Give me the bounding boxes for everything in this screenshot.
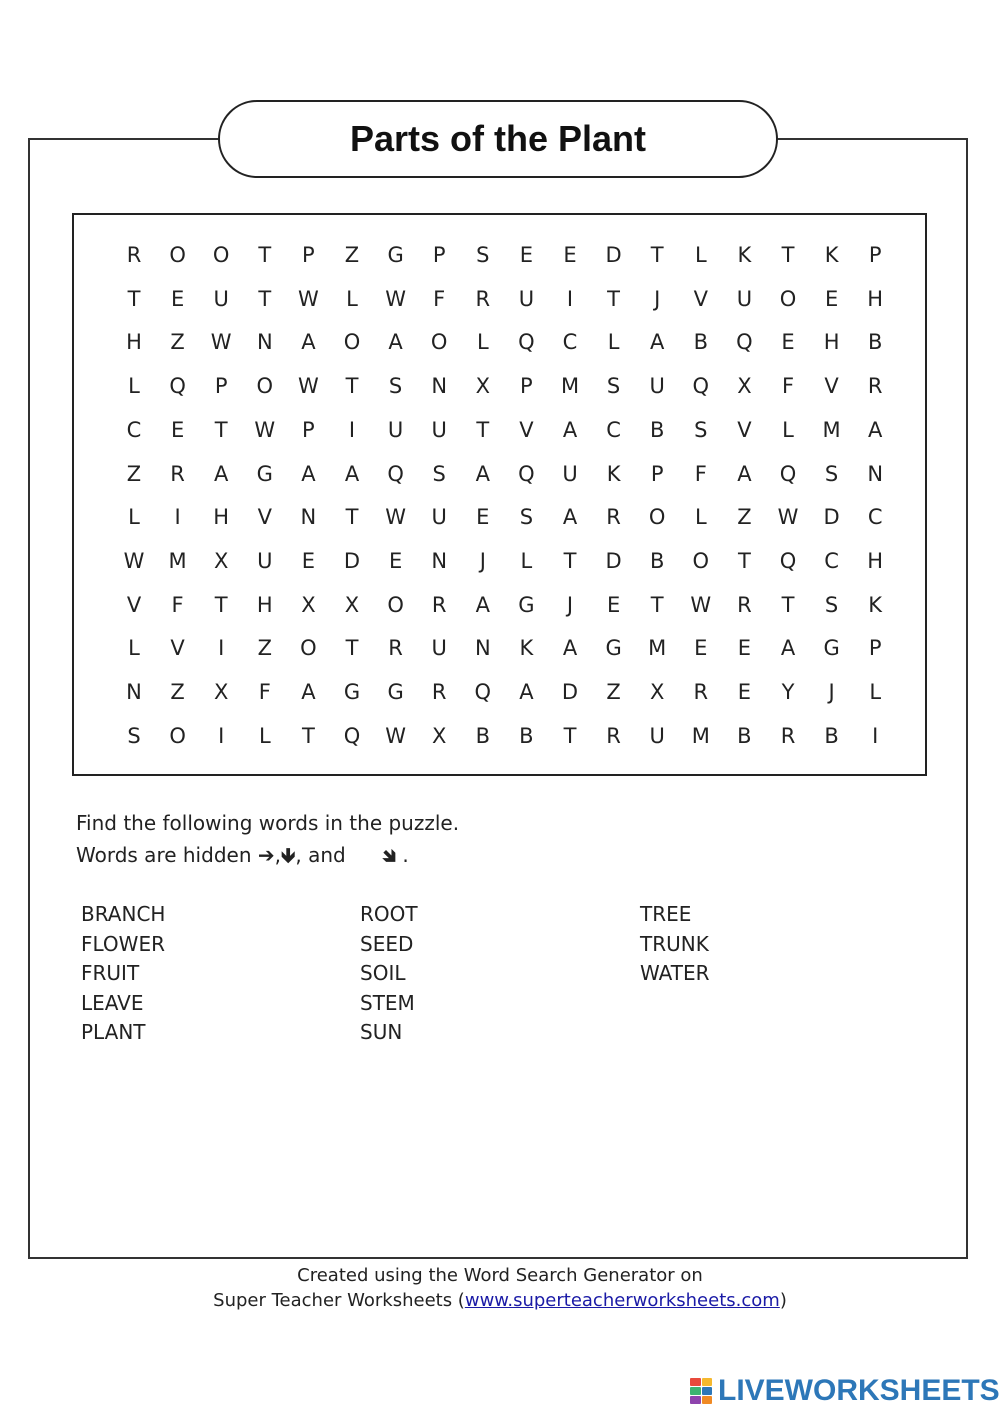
title-banner	[218, 100, 778, 178]
grid-letter[interactable]: S	[432, 461, 446, 486]
grid-letter[interactable]: S	[606, 374, 621, 399]
grid-letter[interactable]: W	[690, 592, 712, 617]
grid-letter[interactable]: U	[387, 417, 404, 442]
grid-letter[interactable]: R	[693, 680, 709, 704]
word-list-item: TREE	[640, 902, 692, 926]
logo-block	[702, 1387, 713, 1395]
grid-letter[interactable]: V	[126, 592, 142, 617]
grid-letter[interactable]: U	[649, 723, 665, 748]
grid-letter[interactable]: A	[301, 680, 316, 704]
grid-letter[interactable]: N	[300, 505, 317, 530]
grid-letter[interactable]: K	[868, 592, 883, 617]
grid-letter[interactable]: O	[692, 548, 710, 573]
grid-letter[interactable]: B	[649, 548, 665, 573]
grid-letter[interactable]: X	[344, 592, 360, 617]
arrow-right-icon: ➔	[257, 843, 275, 867]
grid-letter[interactable]: L	[607, 330, 620, 355]
grid-letter[interactable]: M	[168, 548, 187, 573]
grid-letter[interactable]: H	[256, 592, 273, 617]
grid-letter[interactable]: T	[301, 723, 315, 748]
grid-letter[interactable]: E	[388, 548, 403, 573]
grid-letter[interactable]: U	[431, 505, 447, 530]
grid-letter[interactable]: T	[737, 548, 751, 573]
grid-letter[interactable]: B	[519, 723, 534, 748]
word-list-item: SEED	[360, 931, 414, 956]
grid-letter[interactable]: Q	[779, 461, 797, 486]
grid-letter[interactable]: T	[563, 548, 577, 573]
grid-letter[interactable]: L	[258, 723, 271, 748]
grid-letter[interactable]: S	[388, 374, 403, 399]
grid-letter[interactable]: O	[169, 243, 186, 267]
grid-letter[interactable]: S	[476, 243, 490, 267]
word-list-item: BRANCH	[81, 902, 166, 926]
footer-link[interactable]: www.superteacherworksheets.com	[464, 1290, 780, 1311]
grid-letter[interactable]: W	[210, 330, 232, 355]
logo-block	[702, 1396, 713, 1404]
grid-letter[interactable]: A	[868, 417, 883, 442]
instructions-sep1: ,	[274, 843, 281, 867]
grid-letter[interactable]: P	[868, 636, 882, 661]
grid-letter[interactable]: B	[824, 723, 839, 748]
grid-letter[interactable]: U	[257, 548, 273, 573]
instructions-end: .	[402, 843, 409, 867]
grid-letter[interactable]: U	[649, 374, 665, 399]
grid-letter[interactable]: W	[123, 548, 145, 573]
grid-letter[interactable]: J	[566, 592, 574, 617]
grid-letter[interactable]: M	[648, 636, 667, 661]
word-list-item: LEAVE	[81, 990, 144, 1015]
arrow-diagonal-icon: 🡾	[382, 843, 396, 867]
grid-letter[interactable]: R	[606, 723, 621, 748]
grid-letter[interactable]: E	[563, 243, 577, 267]
word-list-item: SOIL	[360, 961, 406, 985]
grid-letter[interactable]: C	[606, 417, 621, 442]
grid-letter[interactable]: W	[298, 374, 319, 399]
grid-letter[interactable]: Z	[126, 461, 142, 486]
grid-letter[interactable]: R	[737, 592, 752, 617]
grid-letter[interactable]: E	[170, 286, 185, 311]
liveworksheets-icon	[690, 1378, 712, 1404]
grid-letter[interactable]: A	[650, 330, 665, 355]
grid-letter[interactable]: P	[302, 243, 315, 267]
grid-letter[interactable]: X	[213, 680, 229, 704]
grid-row	[74, 585, 925, 625]
grid-letter[interactable]: R	[475, 286, 491, 311]
grid-letter[interactable]: L	[128, 636, 140, 661]
grid-letter[interactable]: X	[475, 374, 490, 399]
grid-letter[interactable]: E	[519, 243, 534, 267]
grid-letter[interactable]: B	[649, 417, 665, 442]
arrow-down-icon: 🡻	[280, 843, 296, 867]
grid-row	[74, 541, 925, 581]
grid-letter[interactable]: X	[213, 548, 229, 573]
footer-prefix: Super Teacher Worksheets (	[213, 1290, 465, 1311]
grid-letter[interactable]: O	[387, 592, 404, 617]
grid-letter[interactable]: C	[126, 417, 142, 442]
word-list-item: WATER	[640, 961, 710, 985]
footer-credit-line2	[0, 1288, 1000, 1313]
grid-letter[interactable]: A	[344, 461, 360, 486]
grid-letter[interactable]: Q	[518, 461, 535, 486]
grid-letter[interactable]: X	[301, 592, 316, 617]
grid-letter[interactable]: E	[476, 505, 490, 530]
grid-letter[interactable]: S	[127, 723, 141, 748]
grid-letter[interactable]: L	[694, 505, 707, 530]
grid-letter[interactable]: R	[431, 592, 447, 617]
grid-letter[interactable]: E	[606, 592, 621, 617]
grid-letter[interactable]: Q	[779, 548, 797, 573]
grid-letter[interactable]: V	[693, 286, 708, 311]
grid-letter[interactable]: Q	[736, 330, 753, 355]
grid-letter[interactable]: G	[343, 680, 361, 704]
word-list-column-1	[81, 900, 165, 1048]
grid-letter[interactable]: D	[605, 243, 622, 267]
grid-letter[interactable]: T	[258, 243, 272, 267]
grid-letter[interactable]: H	[213, 505, 230, 530]
instructions-sep2: , and	[295, 843, 346, 867]
grid-letter[interactable]: L	[346, 286, 358, 311]
word-list-column-2	[360, 900, 418, 1048]
word-list-item: FRUIT	[81, 961, 140, 985]
grid-letter[interactable]: O	[300, 636, 317, 661]
grid-letter[interactable]: A	[562, 505, 578, 530]
word-list-item: STEM	[360, 990, 415, 1015]
grid-letter[interactable]: C	[867, 505, 883, 530]
word-search-grid	[72, 213, 927, 776]
grid-letter[interactable]: D	[823, 505, 840, 530]
word-list-item: FLOWER	[81, 931, 165, 956]
grid-letter[interactable]: X	[431, 723, 447, 748]
grid-letter[interactable]: Q	[692, 374, 710, 399]
grid-letter[interactable]: B	[475, 723, 490, 748]
grid-letter[interactable]: O	[343, 330, 361, 355]
grid-letter[interactable]: E	[824, 286, 839, 311]
grid-row	[74, 454, 925, 494]
grid-letter[interactable]: V	[519, 417, 534, 442]
grid-letter[interactable]: K	[519, 636, 534, 661]
word-list-item: PLANT	[81, 1020, 146, 1044]
grid-letter[interactable]: O	[169, 723, 186, 748]
grid-letter[interactable]: P	[214, 374, 228, 399]
grid-letter[interactable]: G	[387, 243, 404, 267]
grid-letter[interactable]: W	[385, 286, 406, 311]
grid-letter[interactable]: O	[648, 505, 666, 530]
grid-letter[interactable]: T	[258, 286, 272, 311]
grid-letter[interactable]: J	[828, 680, 835, 704]
grid-letter[interactable]: A	[301, 461, 316, 486]
grid-letter[interactable]: I	[218, 723, 225, 748]
grid-letter[interactable]: Z	[606, 680, 621, 704]
logo-block	[690, 1396, 701, 1404]
grid-letter[interactable]: R	[170, 461, 185, 486]
grid-letter[interactable]: M	[560, 374, 580, 399]
grid-letter[interactable]: F	[694, 461, 707, 486]
instructions-line2	[76, 841, 409, 875]
grid-letter[interactable]: L	[782, 417, 794, 442]
footer-credit-line1: Created using the Word Search Generator on	[297, 1265, 703, 1286]
grid-letter[interactable]: I	[348, 417, 356, 442]
grid-letter[interactable]: T	[476, 417, 490, 442]
grid-letter[interactable]: I	[566, 286, 574, 311]
grid-letter[interactable]: T	[607, 286, 620, 311]
word-list-item: SUN	[360, 1020, 403, 1044]
grid-letter[interactable]: E	[737, 680, 752, 704]
grid-letter[interactable]: D	[561, 680, 579, 704]
grid-letter[interactable]: T	[127, 286, 141, 311]
grid-letter[interactable]: Q	[387, 461, 404, 486]
grid-row	[74, 672, 925, 712]
page-title: Parts of the Plant	[349, 118, 647, 159]
grid-letter[interactable]: I	[218, 636, 225, 661]
word-list-column-3	[640, 900, 710, 989]
grid-letter[interactable]: P	[868, 243, 882, 267]
grid-letter[interactable]: E	[781, 330, 795, 355]
grid-letter[interactable]: N	[474, 636, 491, 661]
grid-letter[interactable]: T	[781, 243, 795, 267]
grid-letter[interactable]: P	[650, 461, 664, 486]
grid-letter[interactable]: W	[298, 286, 319, 311]
grid-letter[interactable]: L	[694, 243, 707, 267]
grid-letter[interactable]: Z	[170, 680, 185, 704]
grid-letter[interactable]: G	[823, 636, 840, 661]
grid-letter[interactable]: A	[301, 330, 316, 355]
grid-letter[interactable]: G	[256, 461, 273, 486]
grid-letter[interactable]: F	[781, 374, 795, 399]
grid-letter[interactable]: J	[654, 286, 661, 311]
grid-letter[interactable]: D	[343, 548, 361, 573]
grid-letter[interactable]: G	[387, 680, 404, 704]
grid-row	[74, 235, 925, 275]
grid-letter[interactable]: T	[650, 243, 664, 267]
grid-row	[74, 628, 925, 668]
grid-letter[interactable]: U	[562, 461, 578, 486]
grid-letter[interactable]: S	[694, 417, 708, 442]
grid-letter[interactable]: R	[606, 505, 621, 530]
instructions-prefix: Words are hidden	[76, 843, 252, 867]
grid-letter[interactable]: A	[780, 636, 796, 661]
grid-letter[interactable]: H	[126, 330, 142, 355]
grid-row	[74, 716, 925, 756]
grid-letter[interactable]: N	[867, 461, 884, 486]
grid-letter[interactable]: N	[431, 548, 448, 573]
grid-letter[interactable]: K	[824, 243, 839, 267]
grid-letter[interactable]: R	[780, 723, 796, 748]
grid-letter[interactable]: U	[213, 286, 229, 311]
grid-letter[interactable]: A	[214, 461, 229, 486]
grid-letter[interactable]: M	[822, 417, 841, 442]
grid-letter[interactable]: V	[257, 505, 272, 530]
grid-letter[interactable]: Y	[781, 680, 795, 704]
grid-letter[interactable]: S	[519, 505, 534, 530]
logo-block	[702, 1378, 713, 1386]
grid-letter[interactable]: U	[518, 286, 535, 311]
grid-letter[interactable]: F	[258, 680, 271, 704]
grid-letter[interactable]: L	[869, 680, 882, 704]
grid-letter[interactable]: Q	[169, 374, 186, 399]
grid-letter[interactable]: W	[777, 505, 799, 530]
logo-block	[690, 1387, 701, 1395]
word-list-item: TRUNK	[640, 931, 709, 956]
grid-letter[interactable]: Z	[257, 636, 272, 661]
grid-letter[interactable]: K	[737, 243, 752, 267]
grid-letter[interactable]: H	[867, 286, 884, 311]
grid-letter[interactable]: L	[520, 548, 533, 573]
grid-letter[interactable]: O	[256, 374, 274, 399]
grid-letter[interactable]: W	[385, 723, 406, 748]
grid-letter[interactable]: B	[693, 330, 708, 355]
grid-letter[interactable]: S	[824, 592, 839, 617]
instructions-line1: Find the following words in the puzzle.	[76, 811, 460, 835]
grid-letter[interactable]: I	[872, 723, 879, 748]
grid-letter[interactable]: A	[519, 680, 534, 704]
grid-letter[interactable]: H	[867, 548, 884, 573]
logo-block	[690, 1378, 701, 1386]
grid-letter[interactable]: E	[694, 636, 708, 661]
grid-letter[interactable]: W	[254, 417, 276, 442]
grid-letter[interactable]: S	[824, 461, 839, 486]
grid-letter[interactable]: A	[737, 461, 752, 486]
grid-row	[74, 279, 925, 319]
grid-letter[interactable]: E	[301, 548, 316, 573]
grid-letter[interactable]: N	[256, 330, 273, 355]
grid-letter[interactable]: D	[605, 548, 622, 573]
grid-letter[interactable]: X	[737, 374, 752, 399]
grid-letter[interactable]: A	[475, 461, 490, 486]
grid-letter[interactable]: O	[212, 243, 230, 267]
grid-letter[interactable]: T	[214, 417, 228, 442]
grid-letter[interactable]: T	[345, 505, 359, 530]
grid-letter[interactable]: T	[345, 636, 359, 661]
grid-letter[interactable]: Z	[170, 330, 185, 355]
grid-letter[interactable]: L	[128, 374, 140, 399]
grid-letter[interactable]: C	[824, 548, 839, 573]
grid-letter[interactable]: P	[302, 417, 315, 442]
grid-letter[interactable]: Q	[343, 723, 361, 748]
grid-letter[interactable]: A	[562, 417, 578, 442]
grid-letter[interactable]: T	[214, 592, 228, 617]
grid-letter[interactable]: V	[170, 636, 185, 661]
footer-suffix: )	[779, 1290, 787, 1311]
grid-letter[interactable]: P	[432, 243, 446, 267]
grid-letter[interactable]: P	[520, 374, 533, 399]
grid-letter[interactable]: X	[649, 680, 665, 704]
grid-letter[interactable]: T	[563, 723, 577, 748]
grid-letter[interactable]: U	[431, 636, 447, 661]
grid-letter[interactable]: J	[479, 548, 486, 573]
grid-letter[interactable]: B	[867, 330, 883, 355]
grid-row	[74, 322, 925, 362]
grid-letter[interactable]: N	[431, 374, 448, 399]
grid-letter[interactable]: Z	[344, 243, 360, 267]
grid-letter[interactable]: R	[431, 680, 447, 704]
grid-letter[interactable]: G	[605, 636, 622, 661]
grid-letter[interactable]: Q	[518, 330, 535, 355]
grid-letter[interactable]: G	[518, 592, 535, 617]
grid-letter[interactable]: O	[430, 330, 448, 355]
grid-letter[interactable]: M	[691, 723, 710, 748]
grid-letter[interactable]: N	[126, 680, 142, 704]
grid-letter[interactable]: T	[781, 592, 795, 617]
grid-letter[interactable]: V	[824, 374, 839, 399]
grid-letter[interactable]: U	[736, 286, 753, 311]
grid-letter[interactable]: Z	[737, 505, 752, 530]
liveworksheets-wordmark: LIVEWORKSHEETS	[718, 1374, 1000, 1407]
grid-letter[interactable]: K	[606, 461, 621, 486]
grid-letter[interactable]: F	[171, 592, 184, 617]
grid-letter[interactable]: W	[385, 505, 406, 530]
grid-letter[interactable]: H	[823, 330, 840, 355]
grid-row	[74, 497, 925, 537]
grid-letter[interactable]: Q	[474, 680, 492, 704]
word-list-item: ROOT	[360, 902, 418, 926]
grid-letter[interactable]: T	[650, 592, 664, 617]
grid-letter[interactable]: I	[174, 505, 181, 530]
grid-letter[interactable]: L	[128, 505, 140, 530]
grid-letter[interactable]: V	[737, 417, 752, 442]
grid-letter[interactable]: L	[476, 330, 489, 355]
grid-letter[interactable]: E	[737, 636, 752, 661]
grid-row	[74, 366, 925, 406]
grid-letter[interactable]: A	[475, 592, 490, 617]
grid-letter[interactable]: R	[126, 243, 142, 267]
grid-letter[interactable]: O	[779, 286, 797, 311]
grid-letter[interactable]: U	[431, 417, 447, 442]
grid-letter[interactable]: R	[867, 374, 883, 399]
grid-letter[interactable]: B	[737, 723, 752, 748]
liveworksheets-logo	[690, 1371, 1000, 1411]
grid-letter[interactable]: R	[388, 636, 403, 661]
grid-letter[interactable]: T	[345, 374, 359, 399]
grid-letter[interactable]: A	[388, 330, 403, 355]
grid-letter[interactable]: A	[562, 636, 578, 661]
grid-letter[interactable]: C	[562, 330, 578, 355]
grid-row	[74, 410, 925, 450]
grid-letter[interactable]: E	[170, 417, 185, 442]
grid-letter[interactable]: F	[433, 286, 446, 311]
